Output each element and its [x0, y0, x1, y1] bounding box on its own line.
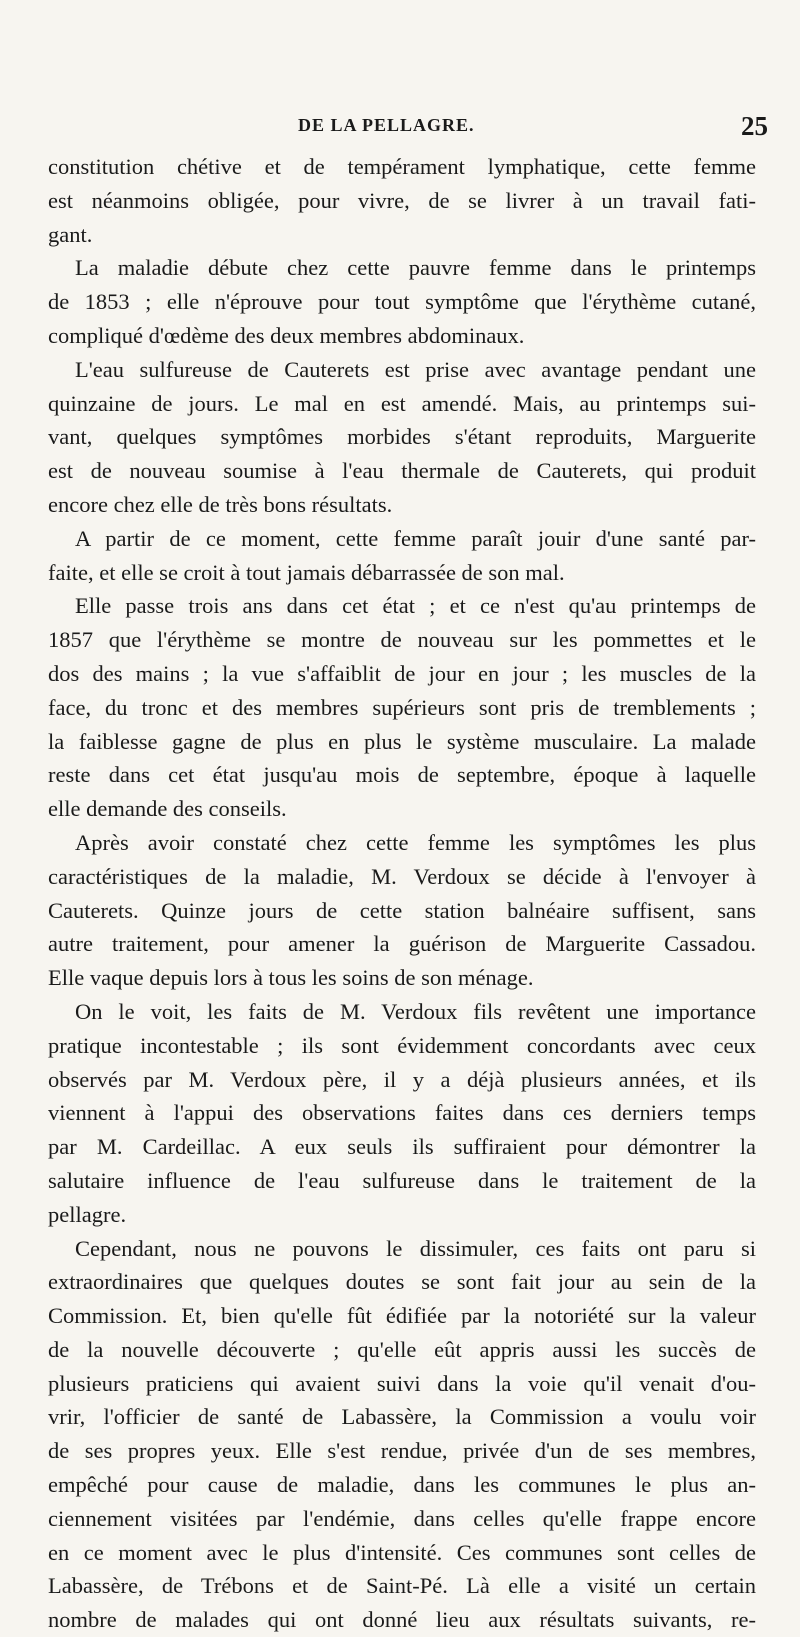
text-line: par M. Cardeillac. A eux seuls ils suffiraient pour démontrer la	[48, 1134, 756, 1160]
text-line: A partir de ce moment, cette femme paraît jouir d'une santé par-	[75, 525, 756, 551]
text-line: empêché pour cause de maladie, dans les communes le plus an-	[48, 1472, 756, 1498]
text-line: reste dans cet état jusqu'au mois de septembre, époque à laquelle	[48, 762, 756, 788]
text-line: Cauterets. Quinze jours de cette station balnéaire suffisent, sans	[48, 897, 756, 923]
text-line: observés par M. Verdoux père, il y a déjà plusieurs années, et ils	[48, 1066, 756, 1092]
body-text	[48, 150, 756, 1637]
page-header	[48, 113, 768, 143]
text-line: pratique incontestable ; ils sont évidemment concordants avec ceux	[48, 1032, 756, 1058]
text-line: autre traitement, pour amener la guérison de Marguerite Cassadou.	[48, 931, 756, 957]
text-line: est néanmoins obligée, pour vivre, de se livrer à un travail fati-	[48, 187, 756, 213]
page-number: 25	[741, 111, 768, 141]
text-line: La maladie débute chez cette pauvre femme dans le printemps	[75, 255, 756, 281]
text-line: en ce moment avec le plus d'intensité. Ces communes sont celles de	[48, 1539, 756, 1565]
text-line: L'eau sulfureuse de Cauterets est prise avec avantage pendant une	[75, 356, 756, 382]
text-line: Commission. Et, bien qu'elle fût édifiée par la notoriété sur la valeur	[48, 1303, 756, 1329]
text-line: Elle passe trois ans dans cet état ; et ce n'est qu'au printemps de	[75, 593, 756, 619]
text-line: vant, quelques symptômes morbides s'étant reproduits, Marguerite	[48, 424, 756, 450]
text-line: On le voit, les faits de M. Verdoux fils revêtent une importance	[75, 998, 756, 1024]
text-line: Elle vaque depuis lors à tous les soins de son ménage.	[48, 965, 534, 991]
running-head: DE LA PELLAGRE.	[298, 115, 475, 135]
text-line: pellagre.	[48, 1201, 127, 1227]
text-line: plusieurs praticiens qui avaient suivi dans la voie qu'il venait d'ou-	[48, 1370, 756, 1396]
text-line: viennent à l'appui des observations faites dans ces derniers temps	[48, 1100, 756, 1126]
text-line: compliqué d'œdème des deux membres abdominaux.	[48, 322, 525, 348]
text-line: caractéristiques de la maladie, M. Verdoux se décide à l'envoyer à	[48, 863, 756, 889]
text-line: extraordinaires que quelques doutes se sont fait jour au sein de la	[48, 1269, 756, 1295]
text-line: ciennement visitées par l'endémie, dans celles qu'elle frappe encore	[48, 1505, 756, 1531]
text-line: Labassère, de Trébons et de Saint-Pé. Là elle a visité un certain	[48, 1573, 756, 1599]
text-line: face, du tronc et des membres supérieurs sont pris de tremblements ;	[48, 694, 756, 720]
text-line: la faiblesse gagne de plus en plus le système musculaire. La malade	[48, 728, 756, 754]
text-line: encore chez elle de très bons résultats.	[48, 491, 393, 517]
text-line: de 1853 ; elle n'éprouve pour tout symptôme que l'érythème cutané,	[48, 289, 756, 315]
text-line: quinzaine de jours. Le mal en est amendé. Mais, au printemps sui-	[48, 390, 756, 416]
text-line: Après avoir constaté chez cette femme les symptômes les plus	[75, 829, 756, 855]
text-line: salutaire influence de l'eau sulfureuse dans le traitement de la	[48, 1167, 756, 1193]
text-line: de la nouvelle découverte ; qu'elle eût appris aussi les succès de	[48, 1336, 756, 1362]
text-line: vrir, l'officier de santé de Labassère, la Commission a voulu voir	[48, 1404, 756, 1430]
text-line: est de nouveau soumise à l'eau thermale de Cauterets, qui produit	[48, 458, 756, 484]
text-line: elle demande des conseils.	[48, 796, 287, 822]
text-line: gant.	[48, 221, 93, 247]
text-line: Cependant, nous ne pouvons le dissimuler, ces faits ont paru si	[75, 1235, 756, 1261]
text-line: faite, et elle se croit à tout jamais débarrassée de son mal.	[48, 559, 565, 585]
text-line: dos des mains ; la vue s'affaiblit de jour en jour ; les muscles de la	[48, 660, 756, 686]
text-line: constitution chétive et de tempérament lymphatique, cette femme	[48, 154, 756, 179]
text-line: 1857 que l'érythème se montre de nouveau sur les pommettes et le	[48, 627, 756, 653]
text-line: de ses propres yeux. Elle s'est rendue, privée d'un de ses membres,	[48, 1438, 756, 1464]
text-line: nombre de malades qui ont donné lieu aux résultats suivants, re-	[48, 1607, 756, 1633]
